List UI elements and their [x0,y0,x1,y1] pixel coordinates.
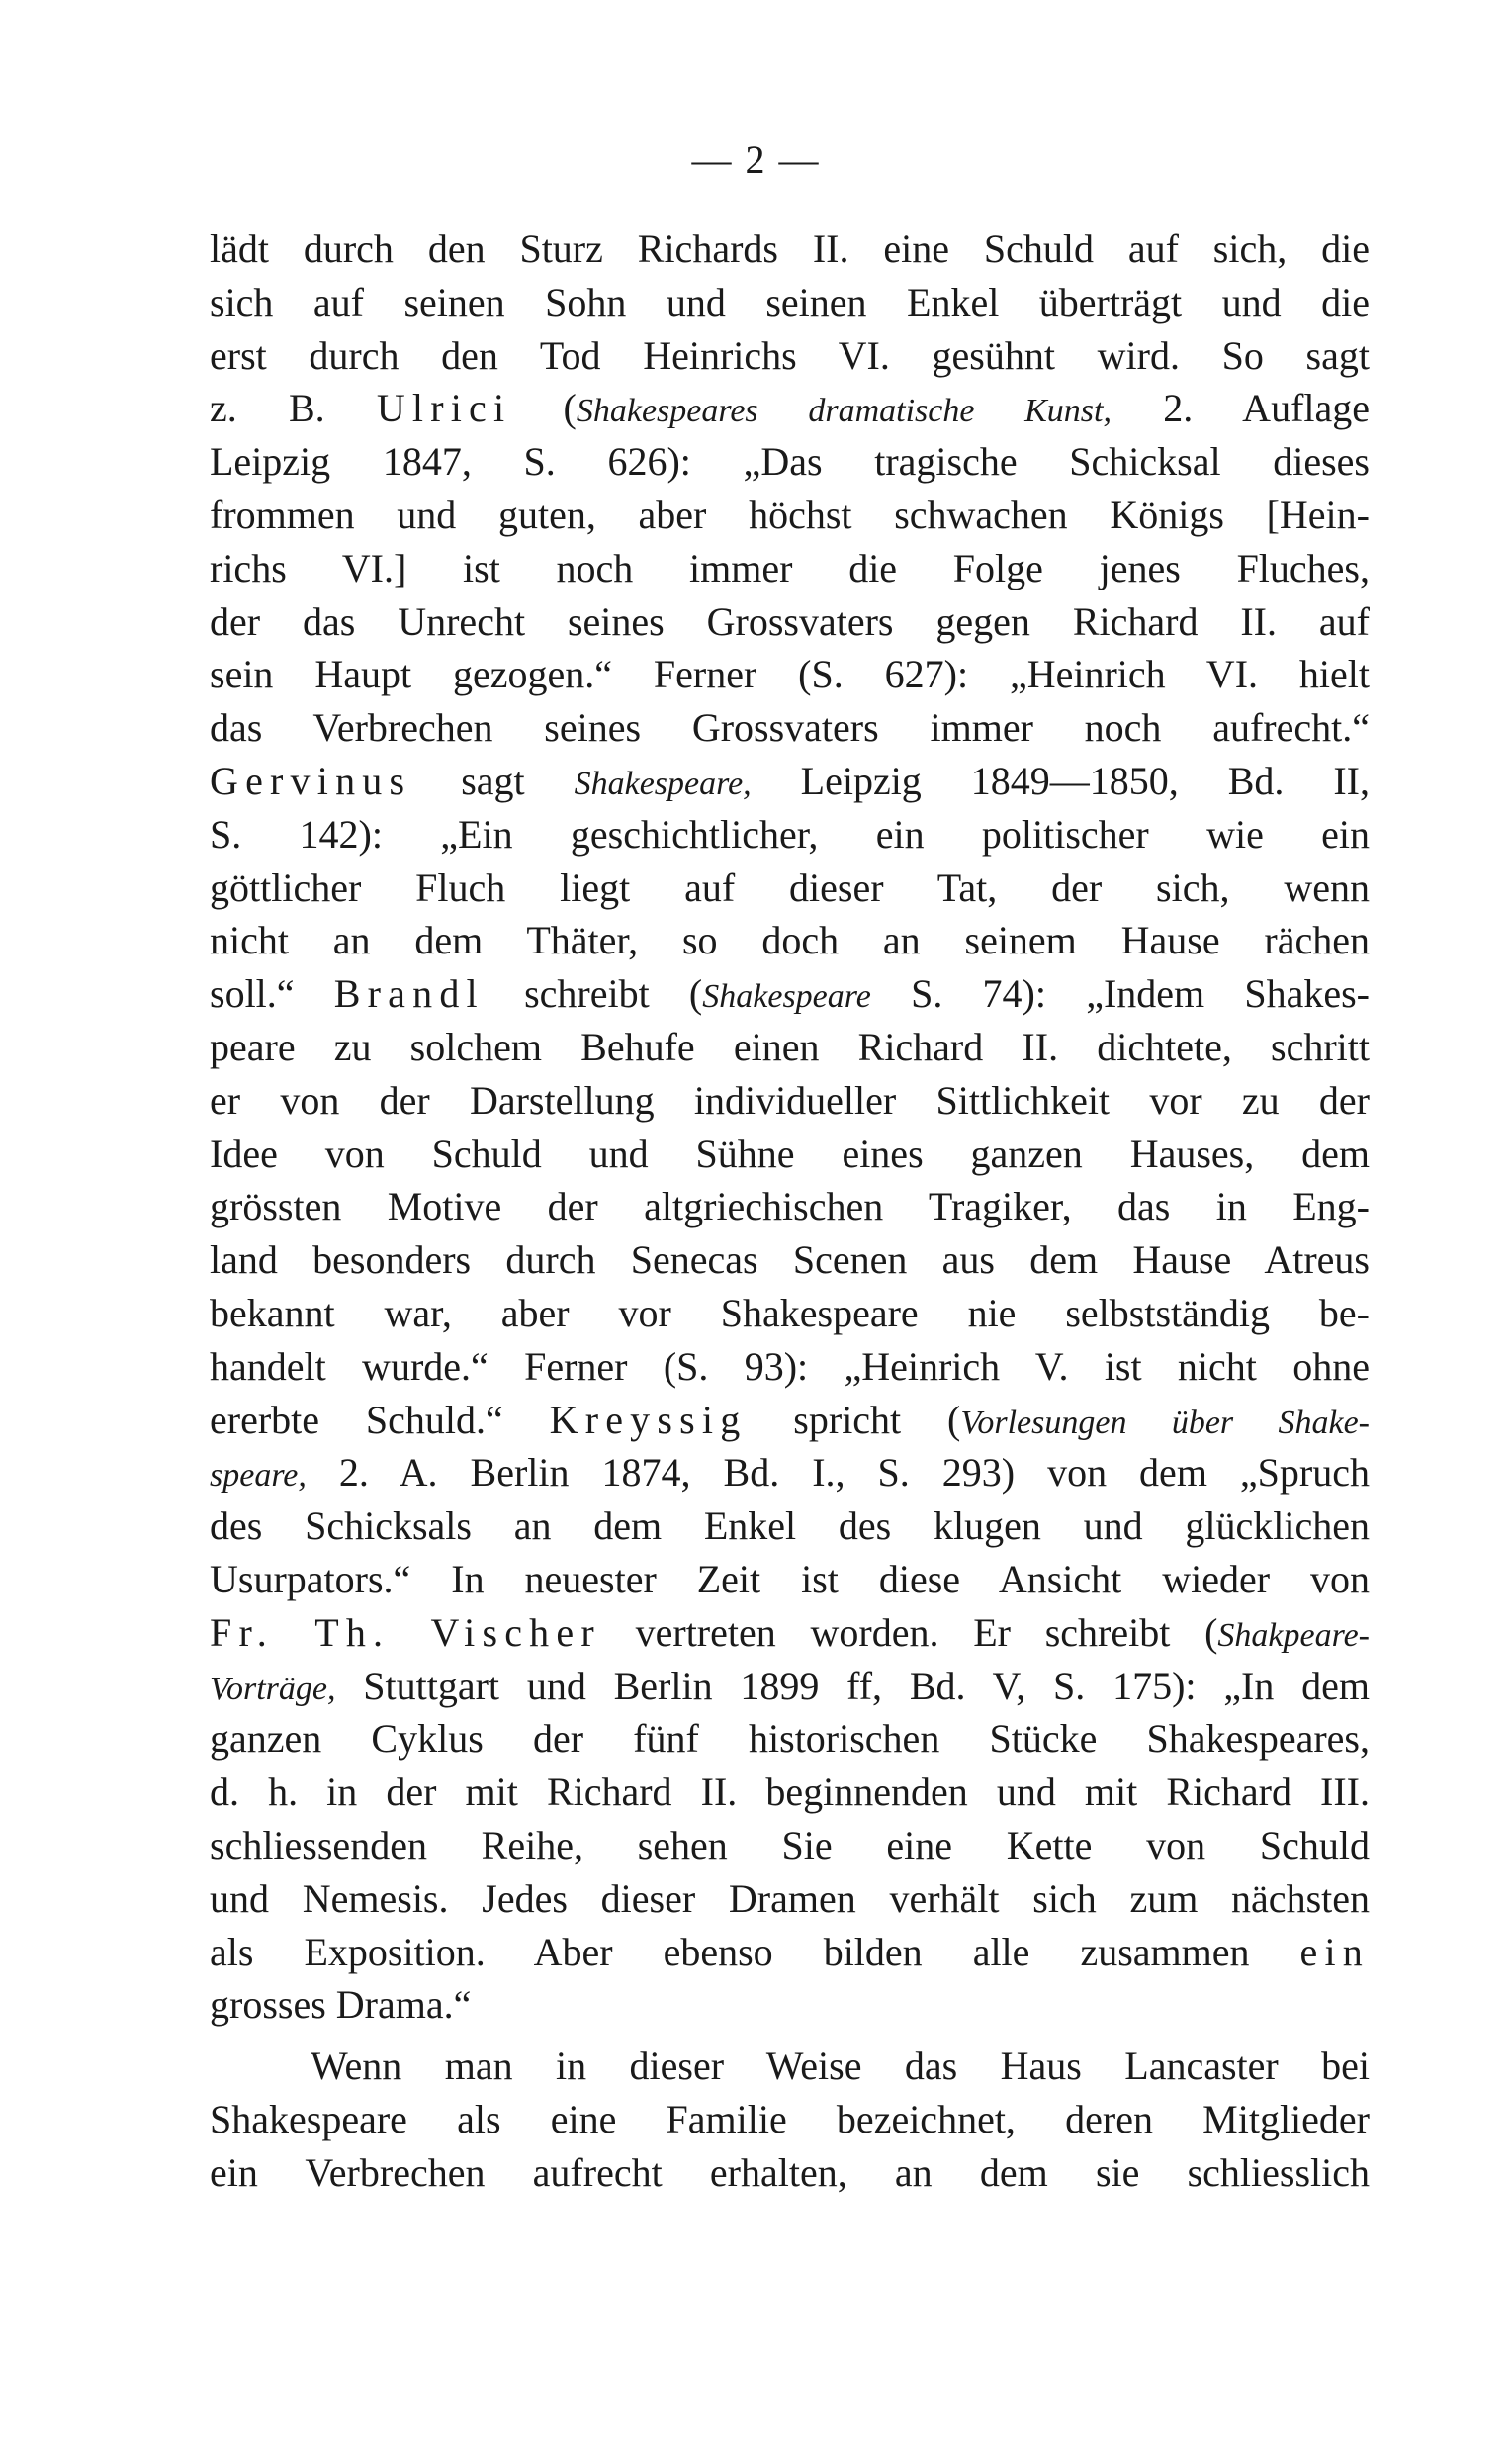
paragraph-start-line: Wenn man in dieser Weise das Haus Lancaster bei [311,2043,1370,2089]
work-title: Shakpeare- [1217,1616,1370,1654]
page-number: — 2 — [691,137,821,182]
author-name: Brandl [333,971,485,1017]
text-line: frommen und guten, aber höchst schwachen Königs [Hein- [210,492,1370,537]
text-line: Idee von Schuld und Sühne eines ganzen Hauses, dem [210,1131,1370,1176]
text-line: Gervinus sagt Shakespeare, Leipzig 1849—1850, Bd. II, [210,758,1370,803]
body-text [210,223,1370,2199]
text-line: als Exposition. Aber ebenso bilden alle zusammen ein [210,1929,1370,1974]
text-line: göttlicher Fluch liegt auf dieser Tat, der sich, wenn [210,864,1370,910]
text-line: der das Unrecht seines Grossvaters gegen Richard II. auf [210,598,1370,644]
text-line: peare zu solchem Behufe einen Richard II. dichtete, schritt [210,1024,1370,1069]
work-title: Shakespeares dramatische Kunst, [576,393,1112,430]
text-line: soll.“ Brandl schreibt (Shakespeare S. 74): „Indem Shakes- [210,971,1371,1017]
author-name: Ulrici [376,386,512,431]
text-line: grössten Motive der altgriechischen Tragiker, das in Eng- [210,1184,1370,1229]
text-line: Fr. Th. Vischer vertreten worden. Er schreibt (Shakpeare- [210,1609,1370,1655]
text-line: handelt wurde.“ Ferner (S. 93): „Heinrich V. ist nicht ohne [210,1343,1370,1389]
work-title: Vorträge, [210,1670,336,1707]
text-line: lädt durch den Sturz Richards II. eine Schuld auf sich, die [210,227,1370,271]
work-title: Shakespeare, [574,765,752,802]
text-line: Usurpators.“ In neuester Zeit ist diese Ansicht wieder von [210,1556,1370,1601]
text-line: d. h. in der mit Richard II. beginnenden und mit Richard III. [210,1770,1370,1815]
text-line: nicht an dem Thäter, so doch an seinem Hause rächen [210,918,1370,963]
work-title: Shakespeare [702,978,871,1016]
text-line: grosses Drama.“ [210,1982,472,2028]
text-line: Vorträge, Stuttgart und Berlin 1899 ff, Bd. V, S. 175): „In dem [210,1663,1370,1708]
author-name: Gervinus [210,758,412,803]
text-line: er von der Darstellung individueller Sittlichkeit vor zu der [210,1077,1370,1123]
author-name: Fr. Th. Vischer [210,1609,601,1655]
text-line: erst durch den Tod Heinrichs VI. gesühnt wird. So sagt [210,332,1370,378]
text-line: Shakespeare als eine Familie bezeichnet, deren Mitglieder [210,2096,1370,2141]
text-line: ererbte Schuld.“ Kreyssig spricht (Vorlesungen über Shake- [210,1397,1371,1442]
text-line: sein Haupt gezogen.“ Ferner (S. 627): „Heinrich VI. hielt [210,652,1370,697]
emphasis-text: ein [1299,1929,1370,1974]
text-line: Leipzig 1847, S. 626): „Das tragische Schicksal dieses [210,439,1370,485]
text-line: und Nemesis. Jedes dieser Dramen verhält sich zum nächsten [210,1875,1370,1921]
text-line: speare, 2. A. Berlin 1874, Bd. I., S. 293) von dem „Spruch [210,1450,1370,1496]
text-line: des Schicksals an dem Enkel des klugen und glücklichen [210,1503,1370,1549]
text-line: sich auf seinen Sohn und seinen Enkel überträgt und die [210,279,1370,324]
text-line: z. B. Ulrici (Shakespeares dramatische Kunst, 2. Auflage [210,386,1371,431]
text-line: bekannt war, aber vor Shakespeare nie selbstständig be- [210,1290,1370,1335]
text-line: das Verbrechen seines Grossvaters immer noch aufrecht.“ [210,705,1370,751]
work-title: speare, [210,1457,307,1495]
text-line: ein Verbrechen aufrecht erhalten, an dem sie schliesslich [210,2149,1370,2195]
author-name: Kreyssig [549,1397,748,1442]
text-line: S. 142): „Ein geschichtlicher, ein politischer wie ein [210,811,1370,857]
text-line: schliessenden Reihe, sehen Sie eine Kette von Schuld [210,1822,1370,1867]
text-line: ganzen Cyklus der fünf historischen Stücke Shakespeares, [210,1716,1370,1762]
text-line: land besonders durch Senecas Scenen aus dem Hause Atreus [210,1237,1370,1283]
work-title: Vorlesungen über Shake- [960,1404,1371,1441]
text-line: richs VI.] ist noch immer die Folge jenes Fluches, [210,545,1370,590]
